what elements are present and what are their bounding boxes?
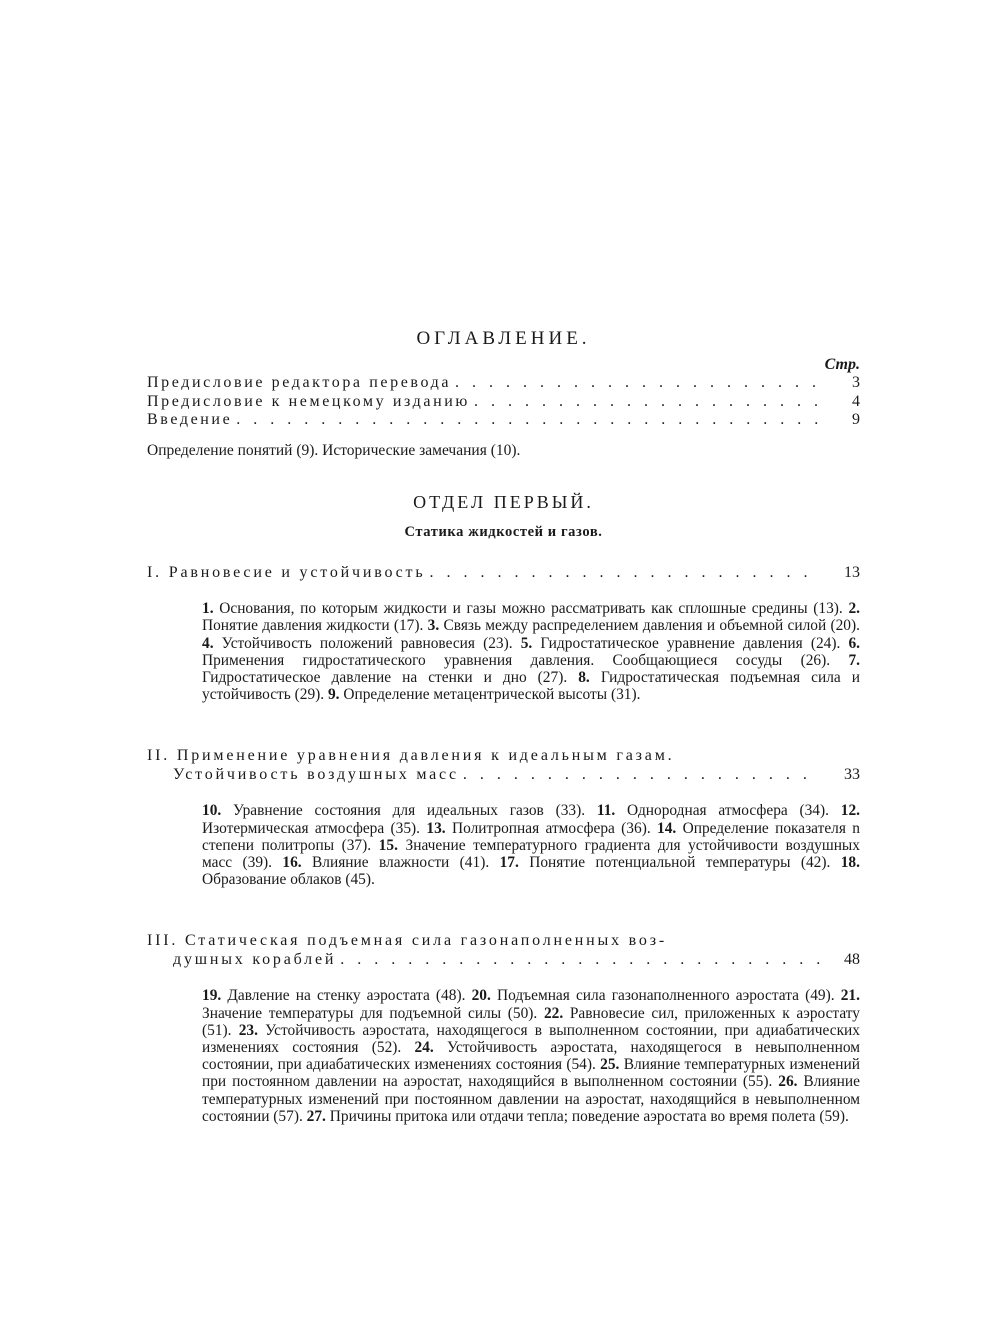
paragraph-entry: 8. Гидростатическая подъемная сила и устойчивость (29). [202, 669, 860, 704]
chapter-title: Применение уравнения давления к идеальным газам. [176, 747, 675, 765]
paragraph-entry: 18. Образование облаков (45). [202, 854, 860, 889]
chapter-contents [202, 802, 860, 888]
chapter-contents [202, 987, 860, 1125]
contents-title: ОГЛАВЛЕНИЕ. [416, 328, 591, 349]
chapter-number: II. [147, 747, 171, 765]
chapter-heading-line1[interactable] [147, 932, 860, 951]
paragraph-entry: 4. Устойчивость положений равновесия (23). [202, 634, 513, 652]
paragraph-entry: 22. Равновесие сил, приложенных к аэростату (51). [202, 1004, 860, 1039]
paragraph-entry: 6. Применения гидростатического уравнения давления. Сообщающиеся сосуды (26). [202, 634, 861, 669]
toc-entry-german-preface[interactable] [147, 393, 860, 412]
chapter-title-continued: Устойчивость воздушных масс [173, 765, 459, 783]
chapter-number: I. [147, 563, 162, 581]
toc-entry-label: Введение [147, 411, 233, 428]
chapter-heading[interactable] [147, 564, 860, 583]
leader-dots [451, 374, 820, 393]
toc-entry-page: 9 [852, 411, 860, 428]
toc-entry-page: 3 [852, 374, 860, 391]
leader-dots [232, 411, 820, 430]
chapter-3 [147, 932, 860, 1125]
front-matter-list [147, 374, 860, 430]
toc-entry-page: 4 [852, 392, 860, 410]
paragraph-entry: 2. Понятие давления жидкости (17). [202, 600, 860, 635]
leader-dots [470, 393, 820, 412]
paragraph-entry: 5. Гидростатическое уравнение давления (24). [520, 634, 841, 652]
chapter-title-continued: душных кораблей [173, 950, 337, 968]
leader-dots [336, 951, 820, 970]
toc-entry-label: Предисловие редактора перевода [147, 374, 452, 391]
paragraph-entry: 26. Влияние температурных изменений при постоянном давлении на аэростат, находящийся в невыполненном состоянии (57). [202, 1073, 860, 1125]
paragraph-entry: 20. Подъемная сила газонаполненного аэростата (49). [471, 987, 835, 1005]
chapter-1 [147, 564, 860, 704]
chapter-page: 48 [844, 950, 860, 968]
paragraph-entry: 21. Значение температуры для подъемной силы (50). [202, 987, 860, 1022]
paragraph-entry: 24. Устойчивость аэростата, находящегося в невыполненном состоянии, при адиабатических изменениях состояния (54). [202, 1039, 860, 1074]
toc-entry-introduction[interactable] [147, 411, 860, 430]
paragraph-entry: 1. Основания, по которым жидкости и газы можно рассматривать как сплошные средины (13). [202, 600, 843, 618]
paragraph-entry: 9. Определение метацентрической высоты (31). [327, 686, 641, 704]
section-subtitle: Статика жидкостей и газов. [404, 523, 603, 540]
paragraph-entry: 25. Влияние температурных изменений при постоянном давлении на аэростат, находящийся в выполненном состоянии (55). [202, 1056, 860, 1091]
page-column-label: Стр. [824, 356, 860, 373]
paragraph-entry: 15. Значение температурного градиента для устойчивости воздушных масс (39). [202, 836, 860, 872]
chapter-page: 33 [844, 765, 860, 783]
paragraph-entry: 14. Определение показателя n степени политропы (37). [202, 819, 860, 854]
paragraph-entry: 19. Давление на стенку аэростата (48). [202, 987, 466, 1005]
paragraph-entry: 17. Понятие потенциальной температуры (42). [499, 854, 831, 872]
chapter-contents [202, 600, 860, 703]
paragraph-entry: 12. Изотермическая атмосфера (35). [202, 802, 861, 837]
chapter-page: 13 [844, 563, 860, 581]
toc-entry-editor-preface[interactable] [147, 374, 860, 393]
chapter-number: III. [147, 932, 179, 950]
paragraph-entry: 27. Причины притока или отдачи тепла; поведение аэростата во время полета (59). [306, 1107, 849, 1125]
chapter-heading-line2[interactable] [147, 766, 860, 785]
paragraph-entry: 10. Уравнение состояния для идеальных газов (33). [202, 802, 586, 820]
paragraph-entry: 23. Устойчивость аэростата, находящегося в выполненном состоянии, при адиабатических изменениях состояния (52). [202, 1021, 860, 1057]
leader-dots [459, 766, 820, 785]
chapter-title: Равновесие и устойчивость [168, 563, 426, 581]
toc-entry-label: Предисловие к немецкому изданию [147, 392, 470, 410]
paragraph-entry: 13. Политропная атмосфера (36). [426, 819, 651, 837]
section-title: ОТДЕЛ ПЕРВЫЙ. [413, 491, 594, 512]
paragraph-entry: 3. Связь между распределением давления и объемной силой (20). [427, 617, 860, 635]
chapter-title: Статическая подъемная сила газонаполненных воз- [185, 932, 667, 950]
paragraph-entry: 11. Однородная атмосфера (34). [596, 802, 829, 820]
leader-dots [425, 564, 820, 583]
introduction-summary: Определение понятий (9). Исторические замечания (10). [147, 441, 521, 459]
paragraph-entry: 7. Гидростатическое давление на стенки и дно (27). [202, 651, 860, 687]
chapter-heading-line1[interactable] [147, 747, 860, 766]
chapter-2 [147, 747, 860, 888]
paragraph-entry: 16. Влияние влажности (41). [282, 854, 490, 872]
chapter-heading-line2[interactable] [147, 951, 860, 970]
contents-page [147, 328, 860, 1125]
